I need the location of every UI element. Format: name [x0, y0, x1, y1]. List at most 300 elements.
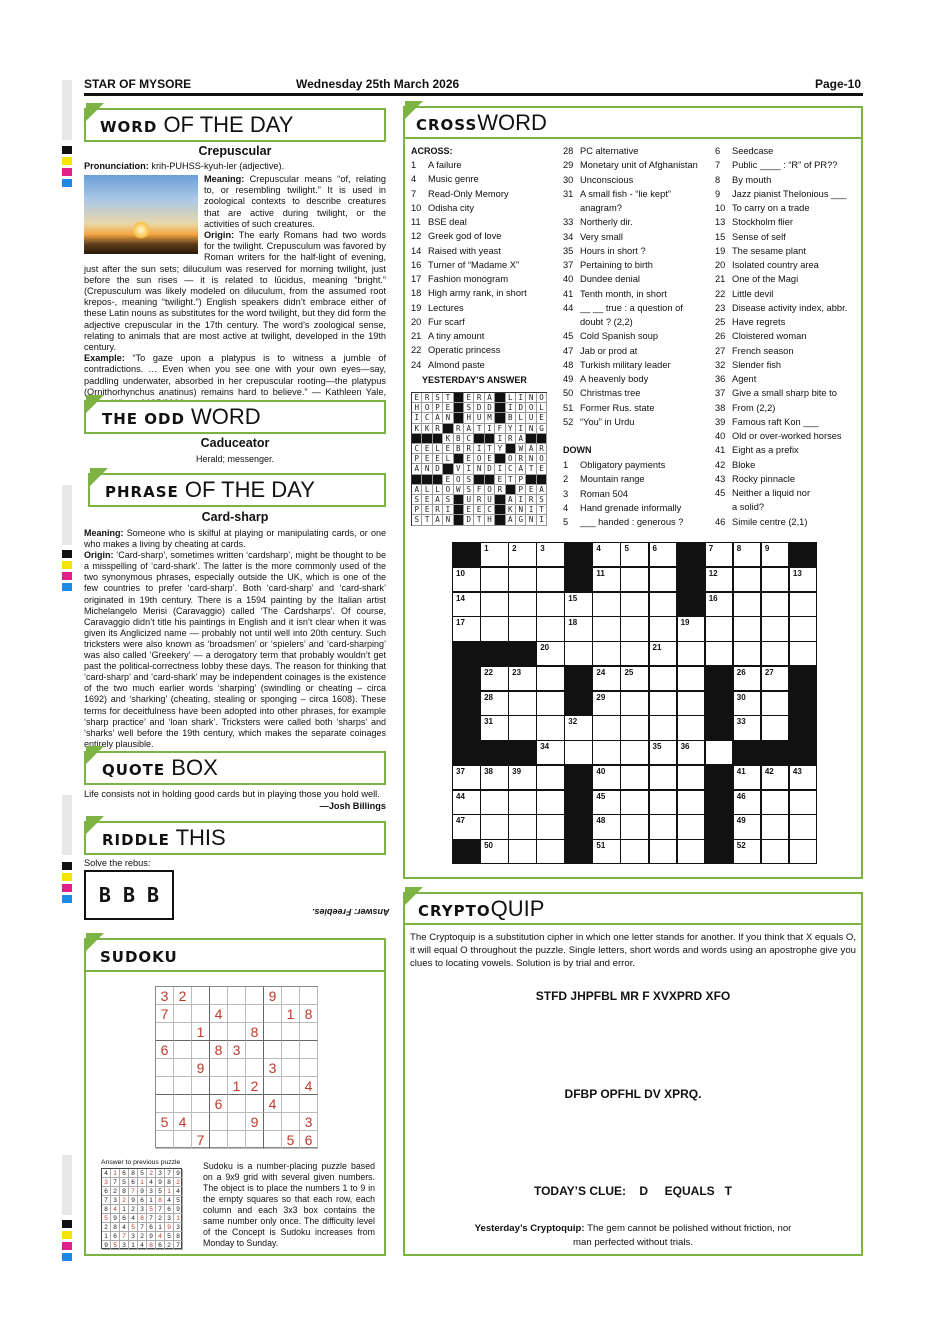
sudoku-cell[interactable]: 3: [264, 1059, 282, 1077]
prev-sudoku-cell: 8: [129, 1169, 138, 1178]
clue-item: [715, 272, 847, 286]
crossword-cell[interactable]: 19: [678, 617, 705, 640]
crossword-cell[interactable]: [621, 791, 648, 814]
clue-text: Slender fish: [732, 359, 782, 370]
crossword-cell[interactable]: 24: [593, 667, 620, 690]
crossword-cell[interactable]: 51: [593, 840, 620, 863]
crossword-cell[interactable]: [650, 692, 677, 715]
clue-number: 18: [411, 288, 422, 299]
crossword-cell[interactable]: 10: [453, 568, 480, 591]
crossword-cell[interactable]: [621, 815, 648, 838]
crossword-cell[interactable]: [537, 667, 564, 690]
answer-cell: K: [422, 424, 432, 434]
crossword-cell[interactable]: 41: [734, 766, 761, 789]
crossword-cell[interactable]: [481, 791, 508, 814]
sudoku-cell[interactable]: [228, 987, 246, 1005]
sudoku-cell[interactable]: [174, 1005, 192, 1023]
clue-item: [563, 230, 698, 244]
sudoku-cell[interactable]: [300, 1023, 318, 1041]
crossword-cell[interactable]: [790, 617, 817, 640]
sudoku-cell[interactable]: [210, 1131, 228, 1149]
crossword-cell[interactable]: [678, 815, 705, 838]
sudoku-cell[interactable]: 4: [264, 1095, 282, 1113]
crossword-cell[interactable]: [650, 617, 677, 640]
sudoku-cell[interactable]: [264, 1005, 282, 1023]
crossword-cell[interactable]: [481, 617, 508, 640]
clue-text: Stockholm flier: [732, 217, 793, 228]
crossword-cell[interactable]: [790, 840, 817, 863]
crossword-cell[interactable]: [565, 741, 592, 764]
clue-text: Have regrets: [732, 317, 786, 327]
sudoku-cell[interactable]: 5: [156, 1113, 174, 1131]
prev-sudoku-cell: 1: [129, 1241, 138, 1250]
answer-cell: I: [464, 464, 474, 474]
crossword-cell[interactable]: 3: [537, 543, 564, 566]
answer-cell: K: [412, 424, 422, 434]
sudoku-cell[interactable]: [228, 1005, 246, 1023]
crossword-cell[interactable]: [621, 593, 648, 616]
sudoku-cell[interactable]: [228, 1113, 246, 1131]
crossword-cell[interactable]: [678, 766, 705, 789]
sudoku-cell[interactable]: [246, 1005, 264, 1023]
sudoku-cell[interactable]: [282, 1077, 300, 1095]
crossword-cell[interactable]: 4: [593, 543, 620, 566]
answer-cell: T: [526, 464, 536, 474]
crossword-cell[interactable]: [706, 741, 733, 764]
sudoku-cell[interactable]: [282, 1059, 300, 1077]
sudoku-cell[interactable]: 3: [156, 987, 174, 1005]
clue-text: A small fish - “lie kept”: [580, 188, 671, 199]
crossword-cell[interactable]: 38: [481, 766, 508, 789]
answer-cell: I: [412, 413, 422, 423]
crossword-cell[interactable]: 52: [734, 840, 761, 863]
crossword-cell[interactable]: [537, 840, 564, 863]
crossword-cell[interactable]: 2: [509, 543, 536, 566]
sudoku-cell[interactable]: [174, 1059, 192, 1077]
sudoku-cell[interactable]: [210, 1113, 228, 1131]
clue-item: [715, 486, 847, 500]
sudoku-cell[interactable]: 2: [246, 1077, 264, 1095]
crossword-cell[interactable]: 27: [762, 667, 789, 690]
crossword-cell[interactable]: 32: [565, 716, 592, 739]
sudoku-cell[interactable]: [156, 1077, 174, 1095]
clue-item: [563, 301, 698, 315]
crossword-cell[interactable]: [621, 568, 648, 591]
sudoku-cell[interactable]: [156, 1059, 174, 1077]
sudoku-cell[interactable]: [264, 1023, 282, 1041]
sudoku-cell[interactable]: [282, 1113, 300, 1131]
crossword-cell[interactable]: [537, 568, 564, 591]
sudoku-cell[interactable]: [210, 1023, 228, 1041]
answer-cell: C: [412, 444, 422, 454]
crossword-cell[interactable]: 46: [734, 791, 761, 814]
crossword-cell[interactable]: [509, 617, 536, 640]
answer-cell: R: [422, 393, 432, 403]
sudoku-cell[interactable]: [228, 1023, 246, 1041]
crossword-cell[interactable]: [650, 766, 677, 789]
crossword-cell[interactable]: 18: [565, 617, 592, 640]
crossword-cell[interactable]: [621, 617, 648, 640]
crossword-cell[interactable]: [537, 692, 564, 715]
crossword-cell[interactable]: [509, 692, 536, 715]
answer-cell: L: [433, 485, 443, 495]
crossword-cell[interactable]: 29: [593, 692, 620, 715]
clue-item: [563, 415, 698, 429]
crossword-cell[interactable]: 33: [734, 716, 761, 739]
sudoku-cell[interactable]: [228, 1059, 246, 1077]
clue-item: [715, 372, 847, 386]
crossword-cell[interactable]: [481, 815, 508, 838]
crossword-cell[interactable]: [565, 642, 592, 665]
crossword-cell[interactable]: [650, 568, 677, 591]
crossword-cell[interactable]: 50: [481, 840, 508, 863]
sudoku-cell[interactable]: 8: [210, 1041, 228, 1059]
sudoku-cell[interactable]: [192, 1005, 210, 1023]
crossword-cell[interactable]: 37: [453, 766, 480, 789]
sudoku-cell[interactable]: [192, 1095, 210, 1113]
sudoku-cell[interactable]: 1: [282, 1005, 300, 1023]
crossword-cell[interactable]: 1: [481, 543, 508, 566]
answer-cell: R: [474, 393, 484, 403]
sudoku-cell[interactable]: [300, 987, 318, 1005]
sudoku-cell[interactable]: [210, 1059, 228, 1077]
sudoku-cell[interactable]: [246, 1059, 264, 1077]
sudoku-cell[interactable]: [264, 1131, 282, 1149]
crossword-cell[interactable]: 14: [453, 593, 480, 616]
answer-cell: C: [422, 413, 432, 423]
sudoku-cell[interactable]: [228, 1095, 246, 1113]
crossword-cell[interactable]: [706, 642, 733, 665]
crossword-cell[interactable]: 42: [762, 766, 789, 789]
sudoku-cell[interactable]: [210, 1077, 228, 1095]
prev-sudoku-cell: 1: [156, 1223, 165, 1232]
crossword-cell[interactable]: [621, 840, 648, 863]
crossword-cell[interactable]: [621, 642, 648, 665]
sudoku-description: Sudoku is a number-placing puzzle based on a 9x9 grid with several given numbers. The object is to place the numbers 1 to 9 in the empty squares so that each row, each column and each 3x3 box contains the same number only once. The difficulty level of the Concept is Sudoku increases from Monday to Sunday.: [203, 1161, 375, 1248]
crossword-cell[interactable]: [481, 593, 508, 616]
clue-text: By mouth: [732, 174, 772, 185]
answer-cell: R: [454, 424, 464, 434]
sudoku-cell[interactable]: [264, 1077, 282, 1095]
crossword-cell[interactable]: [537, 815, 564, 838]
crossword-cell[interactable]: [762, 642, 789, 665]
crossword-cell[interactable]: [509, 568, 536, 591]
crossword-cell[interactable]: [762, 692, 789, 715]
crossword-cell[interactable]: 8: [734, 543, 761, 566]
crossword-cell[interactable]: 26: [734, 667, 761, 690]
answer-cell: W: [516, 444, 526, 454]
crossword-cell[interactable]: [509, 716, 536, 739]
crossword-cell[interactable]: [678, 791, 705, 814]
yesterday-label: YESTERDAY’S ANSWER: [422, 375, 527, 385]
sudoku-cell[interactable]: 4: [300, 1077, 318, 1095]
crossword-cell[interactable]: [621, 716, 648, 739]
prev-sudoku-cell: 4: [138, 1241, 147, 1250]
crossword-cell[interactable]: [621, 766, 648, 789]
clue-item: [411, 187, 527, 201]
crossword-cell[interactable]: [509, 593, 536, 616]
answer-cell: S: [412, 495, 422, 505]
sudoku-cell[interactable]: [192, 987, 210, 1005]
crossword-cell[interactable]: 34: [537, 741, 564, 764]
sudoku-cell[interactable]: [192, 1041, 210, 1059]
crossword-cell[interactable]: [650, 791, 677, 814]
answer-cell: L: [516, 413, 526, 423]
crossword-cell[interactable]: 16: [706, 593, 733, 616]
sudoku-cell[interactable]: 3: [300, 1113, 318, 1131]
clue-number: 46: [715, 516, 726, 527]
crossword-cell[interactable]: [762, 716, 789, 739]
sudoku-cell[interactable]: 5: [282, 1131, 300, 1149]
clue-item: [411, 244, 527, 258]
odd-word-title: THE ODD WORD: [102, 404, 261, 429]
crossword-cell[interactable]: [537, 716, 564, 739]
sudoku-cell[interactable]: [174, 1041, 192, 1059]
crossword-cell[interactable]: [762, 617, 789, 640]
crossword-cell[interactable]: [650, 667, 677, 690]
answer-cell: O: [485, 485, 495, 495]
crossword-cell[interactable]: 23: [509, 667, 536, 690]
crossword-cell[interactable]: [678, 667, 705, 690]
crossword-cell[interactable]: [734, 617, 761, 640]
clue-text: Simile centre (2,1): [732, 516, 808, 527]
clue-text: ___ handed : generous ?: [580, 517, 684, 527]
clue-number: 10: [411, 202, 422, 213]
sudoku-cell[interactable]: [282, 987, 300, 1005]
clue-item: [715, 386, 847, 400]
crossword-cell[interactable]: [650, 840, 677, 863]
crossword-cell[interactable]: 25: [621, 667, 648, 690]
answer-cell: [433, 475, 443, 485]
crossword-cell[interactable]: [790, 791, 817, 814]
crossword-cell[interactable]: [593, 642, 620, 665]
crossword-cell[interactable]: [734, 642, 761, 665]
sudoku-cell[interactable]: 4: [210, 1005, 228, 1023]
crossword-cell[interactable]: 35: [650, 741, 677, 764]
crossword-cell[interactable]: 39: [509, 766, 536, 789]
sudoku-cell[interactable]: [300, 1041, 318, 1059]
crossword-cell[interactable]: [790, 642, 817, 665]
sudoku-cell[interactable]: [192, 1077, 210, 1095]
sudoku-cell[interactable]: 7: [192, 1131, 210, 1149]
crossword-cell[interactable]: [593, 617, 620, 640]
crossword-cell[interactable]: [678, 840, 705, 863]
sudoku-cell[interactable]: [156, 1023, 174, 1041]
sudoku-cell[interactable]: [174, 1095, 192, 1113]
answer-cell: N: [443, 413, 453, 423]
prev-sudoku-cell: 6: [111, 1232, 120, 1241]
across-label: ACROSS:: [411, 146, 453, 156]
clue-number: 1: [563, 460, 569, 470]
answer-cell: R: [474, 495, 484, 505]
clue-number: 52: [563, 416, 574, 427]
crossword-cell[interactable]: [481, 568, 508, 591]
crossword-cell[interactable]: [790, 593, 817, 616]
crossword-cell[interactable]: [734, 593, 761, 616]
sudoku-header-rule: [86, 970, 384, 972]
clue-text: Christmas tree: [580, 388, 641, 399]
prev-sudoku-cell: 1: [111, 1169, 120, 1178]
crossword-cell[interactable]: 12: [706, 568, 733, 591]
sudoku-cell[interactable]: [246, 1131, 264, 1149]
crossword-cell[interactable]: 43: [790, 766, 817, 789]
sudoku-cell[interactable]: 8: [246, 1023, 264, 1041]
crossword-cell[interactable]: 13: [790, 568, 817, 591]
sudoku-grid[interactable]: [155, 986, 318, 1148]
answer-cell: E: [464, 505, 474, 515]
clue-item: [411, 286, 527, 300]
crossword-cell[interactable]: [650, 815, 677, 838]
sudoku-cell[interactable]: 1: [228, 1077, 246, 1095]
sudoku-cell[interactable]: [174, 1023, 192, 1041]
crossword-cell[interactable]: 31: [481, 716, 508, 739]
crossword-cell[interactable]: [593, 716, 620, 739]
clue-number: 4: [563, 502, 569, 513]
answer-cell: O: [474, 454, 484, 464]
crossword-cell[interactable]: [762, 815, 789, 838]
clue-number: 17: [411, 274, 422, 284]
sudoku-cell[interactable]: 6: [210, 1095, 228, 1113]
crossword-cell[interactable]: [537, 617, 564, 640]
prev-sudoku-cell: 7: [165, 1169, 174, 1178]
answer-cell: O: [454, 475, 464, 485]
clue-item: [563, 515, 683, 529]
crossword-cell[interactable]: 17: [453, 617, 480, 640]
clue-text: High army rank, in short: [428, 288, 527, 299]
sudoku-cell[interactable]: [264, 1113, 282, 1131]
crossword-cell[interactable]: [593, 741, 620, 764]
sudoku-cell[interactable]: [246, 1041, 264, 1059]
sudoku-cell[interactable]: [246, 1095, 264, 1113]
prev-sudoku-cell: 2: [147, 1169, 156, 1178]
crossword-cell[interactable]: 44: [453, 791, 480, 814]
sudoku-cell[interactable]: [246, 987, 264, 1005]
crossword-cell[interactable]: 28: [481, 692, 508, 715]
clue-item: [411, 343, 527, 357]
crossword-cell[interactable]: [537, 766, 564, 789]
crossword-cell[interactable]: [678, 716, 705, 739]
clue-text: Little devil: [732, 288, 774, 299]
crossword-cell[interactable]: 49: [734, 815, 761, 838]
sudoku-cell[interactable]: 3: [228, 1041, 246, 1059]
sudoku-cell[interactable]: 7: [156, 1005, 174, 1023]
sudoku-cell[interactable]: 6: [300, 1131, 318, 1149]
clue-number: 8: [715, 174, 721, 185]
answer-cell: [495, 454, 505, 464]
prev-sudoku-cell: 9: [174, 1205, 183, 1214]
crossword-cell[interactable]: 7: [706, 543, 733, 566]
sudoku-cell[interactable]: 6: [156, 1041, 174, 1059]
crossword-cell[interactable]: 48: [593, 815, 620, 838]
sudoku-cell[interactable]: [264, 1041, 282, 1059]
sudoku-cell[interactable]: [192, 1113, 210, 1131]
sudoku-cell[interactable]: [210, 987, 228, 1005]
sudoku-cell[interactable]: 8: [300, 1005, 318, 1023]
clue-number: 40: [563, 274, 574, 285]
crossword-cell[interactable]: [762, 791, 789, 814]
sudoku-cell[interactable]: 1: [192, 1023, 210, 1041]
crossword-cell[interactable]: [509, 815, 536, 838]
crossword-cell[interactable]: [537, 791, 564, 814]
phrase-headword: Card-sharp: [201, 510, 269, 524]
prev-sudoku-cell: 2: [138, 1232, 147, 1241]
crossword-cell[interactable]: 6: [650, 543, 677, 566]
sudoku-cell[interactable]: 2: [174, 987, 192, 1005]
crossword-cell[interactable]: [650, 716, 677, 739]
sudoku-cell[interactable]: [156, 1095, 174, 1113]
sudoku-cell[interactable]: [174, 1131, 192, 1149]
clue-item: [715, 443, 847, 457]
crossword-cell[interactable]: [650, 593, 677, 616]
crossword-cell[interactable]: 20: [537, 642, 564, 665]
crossword-cell[interactable]: [678, 642, 705, 665]
sudoku-cell[interactable]: [156, 1131, 174, 1149]
clue-item: [563, 487, 683, 501]
prev-sudoku-cell: 7: [174, 1241, 183, 1250]
crossword-cell[interactable]: [734, 568, 761, 591]
crossword-grid[interactable]: [452, 542, 817, 864]
crossword-cell[interactable]: [593, 593, 620, 616]
crossword-cell[interactable]: [790, 815, 817, 838]
sudoku-cell[interactable]: [300, 1059, 318, 1077]
crossword-cell[interactable]: 45: [593, 791, 620, 814]
answer-cell: A: [526, 444, 536, 454]
crossword-cell[interactable]: 40: [593, 766, 620, 789]
crossword-cell[interactable]: [762, 568, 789, 591]
crossword-cell[interactable]: 15: [565, 593, 592, 616]
rebus-box: B B B: [84, 870, 174, 920]
sudoku-cell[interactable]: [282, 1023, 300, 1041]
crossword-cell[interactable]: [621, 692, 648, 715]
crossword-cell[interactable]: 9: [762, 543, 789, 566]
answer-cell: O: [537, 393, 547, 403]
prev-sudoku-cell: 4: [129, 1214, 138, 1223]
crossword-cell[interactable]: 36: [678, 741, 705, 764]
crossword-cell[interactable]: [762, 840, 789, 863]
sudoku-cell[interactable]: [282, 1041, 300, 1059]
sudoku-cell[interactable]: 9: [246, 1113, 264, 1131]
crossword-cell[interactable]: 47: [453, 815, 480, 838]
sudoku-cell[interactable]: 9: [264, 987, 282, 1005]
crossword-cell[interactable]: 21: [650, 642, 677, 665]
crossword-cell[interactable]: [706, 617, 733, 640]
crossword-cell[interactable]: 22: [481, 667, 508, 690]
answer-cell: I: [443, 505, 453, 515]
crossword-cell[interactable]: [509, 840, 536, 863]
clue-text: doubt ? (2,2): [580, 317, 633, 327]
clue-number: 11: [411, 217, 421, 227]
crossword-cell[interactable]: [678, 692, 705, 715]
clue-item: [411, 329, 527, 343]
clue-text: Isolated country area: [732, 260, 819, 270]
crossword-cell[interactable]: 5: [621, 543, 648, 566]
crossword-cell[interactable]: 30: [734, 692, 761, 715]
crossword-cell[interactable]: 11: [593, 568, 620, 591]
sudoku-cell[interactable]: [174, 1077, 192, 1095]
sudoku-cell[interactable]: [282, 1095, 300, 1113]
sudoku-cell[interactable]: [300, 1095, 318, 1113]
clue-item: [563, 358, 698, 372]
answer-cell: [495, 413, 505, 423]
crossword-cell[interactable]: [537, 593, 564, 616]
clue-text: Operatic princess: [428, 345, 501, 356]
crossword-cell[interactable]: [509, 791, 536, 814]
crossword-cell[interactable]: [762, 593, 789, 616]
sudoku-cell[interactable]: 9: [192, 1059, 210, 1077]
crossword-cell[interactable]: [621, 741, 648, 764]
sudoku-cell[interactable]: 4: [174, 1113, 192, 1131]
sudoku-cell[interactable]: [228, 1131, 246, 1149]
